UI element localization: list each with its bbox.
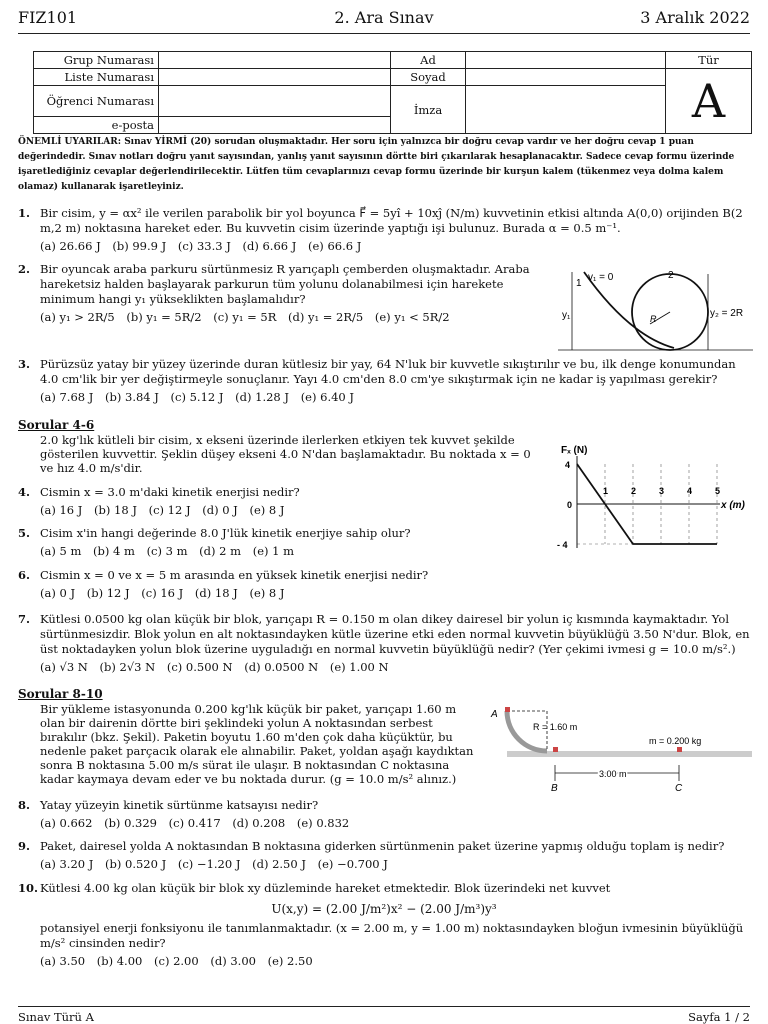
question-number: 1. [18,206,31,220]
section-title-4-6: Sorular 4-6 [18,418,95,432]
point-a-marker [505,707,510,712]
question-number: 4. [18,485,31,499]
warning-text: Sınav YİRMİ (20) sorudan oluşmaktadır. Her soru için yalnızca bir doğru cevap vardır ve her doğru cevap 1 puan değerindedir. Sınav notları doğru yanıt sayısından, yanlış yanıt sayısının dörtte biri çıkarılarak hesaplanacaktır. Sadece cevap formu üzerinde işaretlediğiniz cevaplar değerlendirilecektir. Lütfen tüm cevaplarınızı cevap formu üzerinde bir kurşun kalem (tükenmez veya dolma kalem olamaz) kullanarak işaretleyiniz. [18,137,735,192]
option-c[interactable]: (c) −1.20 J [177,857,241,871]
signature-field[interactable] [466,86,666,134]
list-number-field[interactable] [159,69,391,86]
v1-label: v₁ = 0 [588,272,614,283]
name-label: Ad [391,52,466,69]
page-number: Sayfa 1 / 2 [688,1010,750,1024]
question-text: Kütlesi 0.0500 kg olan küçük bir blok, yarıçapı R = 0.150 m olan dikey dairesel bir yolun iç kısmında kaymaktadır. Yol sürtünmesizdir. Blok yolun en alt noktasındayken kütle üzerine etki eden normal kuvvetin büyüklüğü 3.50 N'dur. Blok, en üst noktadayken yolun blok üzerine uyguladığı en normal kuvvetin büyüklüğü nedir? (Yer çekimi ivmesi g = 10.0 m/s².) [40,612,750,656]
y2-label: y₂ = 2R [710,308,744,319]
option-b[interactable]: (b) 99.9 J [112,239,167,253]
option-c[interactable]: (c) 12 J [148,503,191,517]
options [40,586,548,601]
student-number-label: Öğrenci Numarası [34,86,159,117]
exam-title: 2. Ara Sınav [334,8,434,27]
ytick-neg4: - 4 [557,540,568,550]
option-a[interactable]: (a) 0 J [40,586,76,600]
option-e[interactable]: (e) 1 m [252,544,295,558]
option-a[interactable]: (a) 7.68 J [40,390,94,404]
options [40,310,553,325]
question-text: Kütlesi 4.00 kg olan küçük bir blok xy düzleminde hareket etmektedir. Blok üzerindeki net kuvvet [40,881,611,895]
options [40,660,750,675]
xtick-3: 3 [659,486,665,496]
question-4 [18,485,548,518]
question-text: Paket, dairesel yolda A noktasından B noktasına giderken sürtünmenin paket üzerine yapmış olduğu toplam iş nedir? [40,839,725,853]
group-number-label: Grup Numarası [34,52,159,69]
point-2-label: 2 [668,270,674,281]
ramp-curve [584,272,674,348]
mass-label: m = 0.200 kg [649,736,702,746]
option-d[interactable]: (d) 2.50 J [252,857,306,871]
question-text: Bir cisim, y = αx² ile verilen parabolik bir yol boyunca F⃗ = 5yî + 10xĵ (N/m) kuvvetinin etkisi altında A(0,0) orijinden B(2 m,2 m) noktasına hareket eder. Bu kuvvetin cisim üzerinde yaptığı işi bulunuz. Burada α = 0.5 m⁻¹. [40,206,743,235]
list-number-label: Liste Numarası [34,69,159,86]
option-d[interactable]: (d) 3.00 [210,954,256,968]
option-a[interactable]: (a) 0.662 [40,816,93,830]
radius-label: R [650,314,657,324]
student-info-table [33,51,752,134]
x-axis-label: x (m) [721,500,745,511]
name-field[interactable] [466,52,666,69]
option-a[interactable]: (a) √3 N [40,660,88,674]
option-e[interactable]: (e) 66.6 J [308,239,362,253]
option-c[interactable]: (c) 2.00 [154,954,199,968]
options [40,857,750,872]
question-3 [18,357,750,405]
student-number-field[interactable] [159,86,391,117]
page-footer [18,1010,750,1024]
question-number: 8. [18,798,31,812]
ytick-0: 0 [567,500,573,510]
option-e[interactable]: (e) y₁ < 5R/2 [374,310,450,324]
question-text: Cismin x = 3.0 m'daki kinetik enerjisi nedir? [40,485,300,499]
option-e[interactable]: (e) 8 J [249,503,285,517]
question-10 [18,881,750,969]
xtick-5: 5 [715,486,721,496]
type-label: Tür [666,52,752,69]
question-8 [18,798,750,831]
question-1 [18,206,750,254]
point-b-label: B [551,783,558,794]
question-text: Cismin x = 0 ve x = 5 m arasında en yüksek kinetik enerjisi nedir? [40,568,429,582]
option-b[interactable]: (b) 0.329 [104,816,157,830]
force-graph [555,442,755,552]
question-text: Bir oyuncak araba parkuru sürtünmesiz R yarıçaplı çemberden oluşmaktadır. Araba hareketsiz halden başlayarak parkurun tüm yolunu dolanabilmesi için harekete minimum hangi y₁ yükseklikten başlamalıdır? [40,262,530,306]
question-text: Pürüzsüz yatay bir yüzey üzerinde duran kütlesiz bir yay, 64 N'luk bir kuvvetle sıkıştırılır ve bu, ilk denge konumundan 4.0 cm'lik bir yer değiştirmeyle sonuçlanır. Yayı 4.0 cm'den 8.0 cm'ye sıkıştırmak için ne kadar iş yapılması gerekir? [40,357,736,386]
option-d[interactable]: (d) 0.208 [232,816,286,830]
question-text: Yatay yüzeyin kinetik sürtünme katsayısı nedir? [40,798,319,812]
question-number: 5. [18,526,31,540]
option-b[interactable]: (b) 4 m [93,544,135,558]
option-e[interactable]: (e) 1.00 N [329,660,389,674]
email-label: e-posta [34,117,159,134]
question-6 [18,568,548,601]
important-warnings [18,135,752,195]
options [40,239,750,254]
loop-track-figure [558,266,753,356]
course-code: FIZ101 [18,8,78,27]
surname-label: Soyad [391,69,466,86]
option-b[interactable]: (b) 4.00 [96,954,143,968]
section-text-4-6: 2.0 kg'lık kütleli bir cisim, x ekseni üzerinde ilerlerken etkiyen tek kuvvet şekilde gösterilen kuvvettir. Şeklin düşey ekseni 4.0 N'dan başlamaktadır. Bu noktada x = 0 ve hız 4.0 m/s'dir. [40,433,531,475]
options [40,954,750,969]
option-c[interactable]: (c) 3 m [146,544,188,558]
question-text-continued: potansiyel enerji fonksiyonu ile tanımlanmaktadır. (x = 2.00 m, y = 1.00 m) noktasındayken bloğun ivmesinin büyüklüğü m/s² cinsinden nedir? [40,921,744,950]
question-number: 2. [18,262,31,276]
page-header [18,8,750,32]
option-c[interactable]: (c) 0.500 N [166,660,233,674]
option-d[interactable]: (d) 2 m [199,544,242,558]
group-number-field[interactable] [159,52,391,69]
y-axis-label: Fₓ (N) [561,445,588,456]
question-number: 3. [18,357,31,371]
question-number: 7. [18,612,31,626]
question-2 [18,262,553,325]
option-d[interactable]: (d) 1.28 J [235,390,290,404]
option-b[interactable]: (b) 0.520 J [105,857,167,871]
option-b[interactable]: (b) y₁ = 5R/2 [126,310,202,324]
question-number: 6. [18,568,31,582]
option-e[interactable]: (e) 0.832 [296,816,350,830]
question-9 [18,839,750,872]
warning-label: ÖNEMLİ UYARILAR: [18,137,122,147]
question-text: Cisim x'in hangi değerinde 8.0 J'lük kinetik enerjiye sahip olur? [40,526,411,540]
options [40,816,750,831]
option-d[interactable]: (d) 0.0500 N [244,660,319,674]
email-field[interactable] [159,117,391,134]
point-b-marker [553,747,558,752]
exam-type-value: A [666,69,752,134]
question-number: 9. [18,839,31,853]
xtick-4: 4 [687,486,693,496]
footer-rule [18,1006,750,1007]
option-c[interactable]: (c) 5.12 J [170,390,224,404]
option-d[interactable]: (d) 6.66 J [242,239,297,253]
option-a[interactable]: (a) 3.20 J [40,857,94,871]
signature-label: İmza [391,86,466,134]
option-a[interactable]: (a) y₁ > 2R/5 [40,310,115,324]
option-a[interactable]: (a) 16 J [40,503,83,517]
radius-value-label: R = 1.60 m [533,722,578,732]
ytick-4: 4 [565,460,571,470]
option-e[interactable]: (e) 8 J [249,586,285,600]
option-c[interactable]: (c) 0.417 [168,816,221,830]
distance-label: 3.00 m [599,769,627,779]
question-5 [18,526,548,559]
exam-type-footer: Sınav Türü A [18,1010,94,1024]
point-a-label: A [491,709,498,720]
option-c[interactable]: (c) 33.3 J [177,239,231,253]
exam-date: 3 Aralık 2022 [640,8,750,27]
option-d[interactable]: (d) y₁ = 2R/5 [288,310,364,324]
options [40,544,548,559]
section-title-8-10: Sorular 8-10 [18,687,103,701]
point-c-marker [677,747,682,752]
option-b[interactable]: (b) 18 J [94,503,137,517]
options [40,503,548,518]
option-e[interactable]: (e) −0.700 J [317,857,388,871]
option-e[interactable]: (e) 6.40 J [300,390,354,404]
option-c[interactable]: (c) 16 J [141,586,184,600]
y1-label: y₁ [562,310,571,321]
option-a[interactable]: (a) 5 m [40,544,82,558]
section-text-8-10: Bir yükleme istasyonunda 0.200 kg'lık küçük bir paket, yarıçapı 1.60 m olan bir dairenin dörtte biri şeklindeki yolun A noktasından serbest bırakılır (bkz. Şekil). Paketin boyutu 1.60 m'den çok daha küçüktür, bu nedenle paket parçacık olarak ele alınabilir. Paket, yoldan aşağı kaydıktan sonra B noktasına 5.00 m/s sürat ile ulaşır. B noktasından C noktasına kadar kaymaya devam eder ve bu noktada durur. (g = 10.0 m/s² alınız.) [40,702,474,786]
xtick-1: 1 [603,486,609,496]
point-c-label: C [675,783,683,794]
option-b[interactable]: (b) 3.84 J [105,390,159,404]
header-rule [18,33,750,34]
track-figure [487,703,752,795]
potential-equation: U(x,y) = (2.00 J/m²)x² − (2.00 J/m³)y³ [271,902,497,916]
surname-field[interactable] [466,69,666,86]
option-b[interactable]: (b) 2√3 N [99,660,156,674]
option-e[interactable]: (e) 2.50 [267,954,313,968]
options [40,390,750,405]
point-1-label: 1 [576,278,582,289]
question-number: 10. [18,881,39,895]
question-7 [18,612,750,675]
option-c[interactable]: (c) y₁ = 5R [213,310,277,324]
option-a[interactable]: (a) 3.50 [40,954,86,968]
xtick-2: 2 [631,486,637,496]
option-b[interactable]: (b) 12 J [86,586,130,600]
option-d[interactable]: (d) 0 J [202,503,238,517]
option-a[interactable]: (a) 26.66 J [40,239,101,253]
option-d[interactable]: (d) 18 J [194,586,238,600]
